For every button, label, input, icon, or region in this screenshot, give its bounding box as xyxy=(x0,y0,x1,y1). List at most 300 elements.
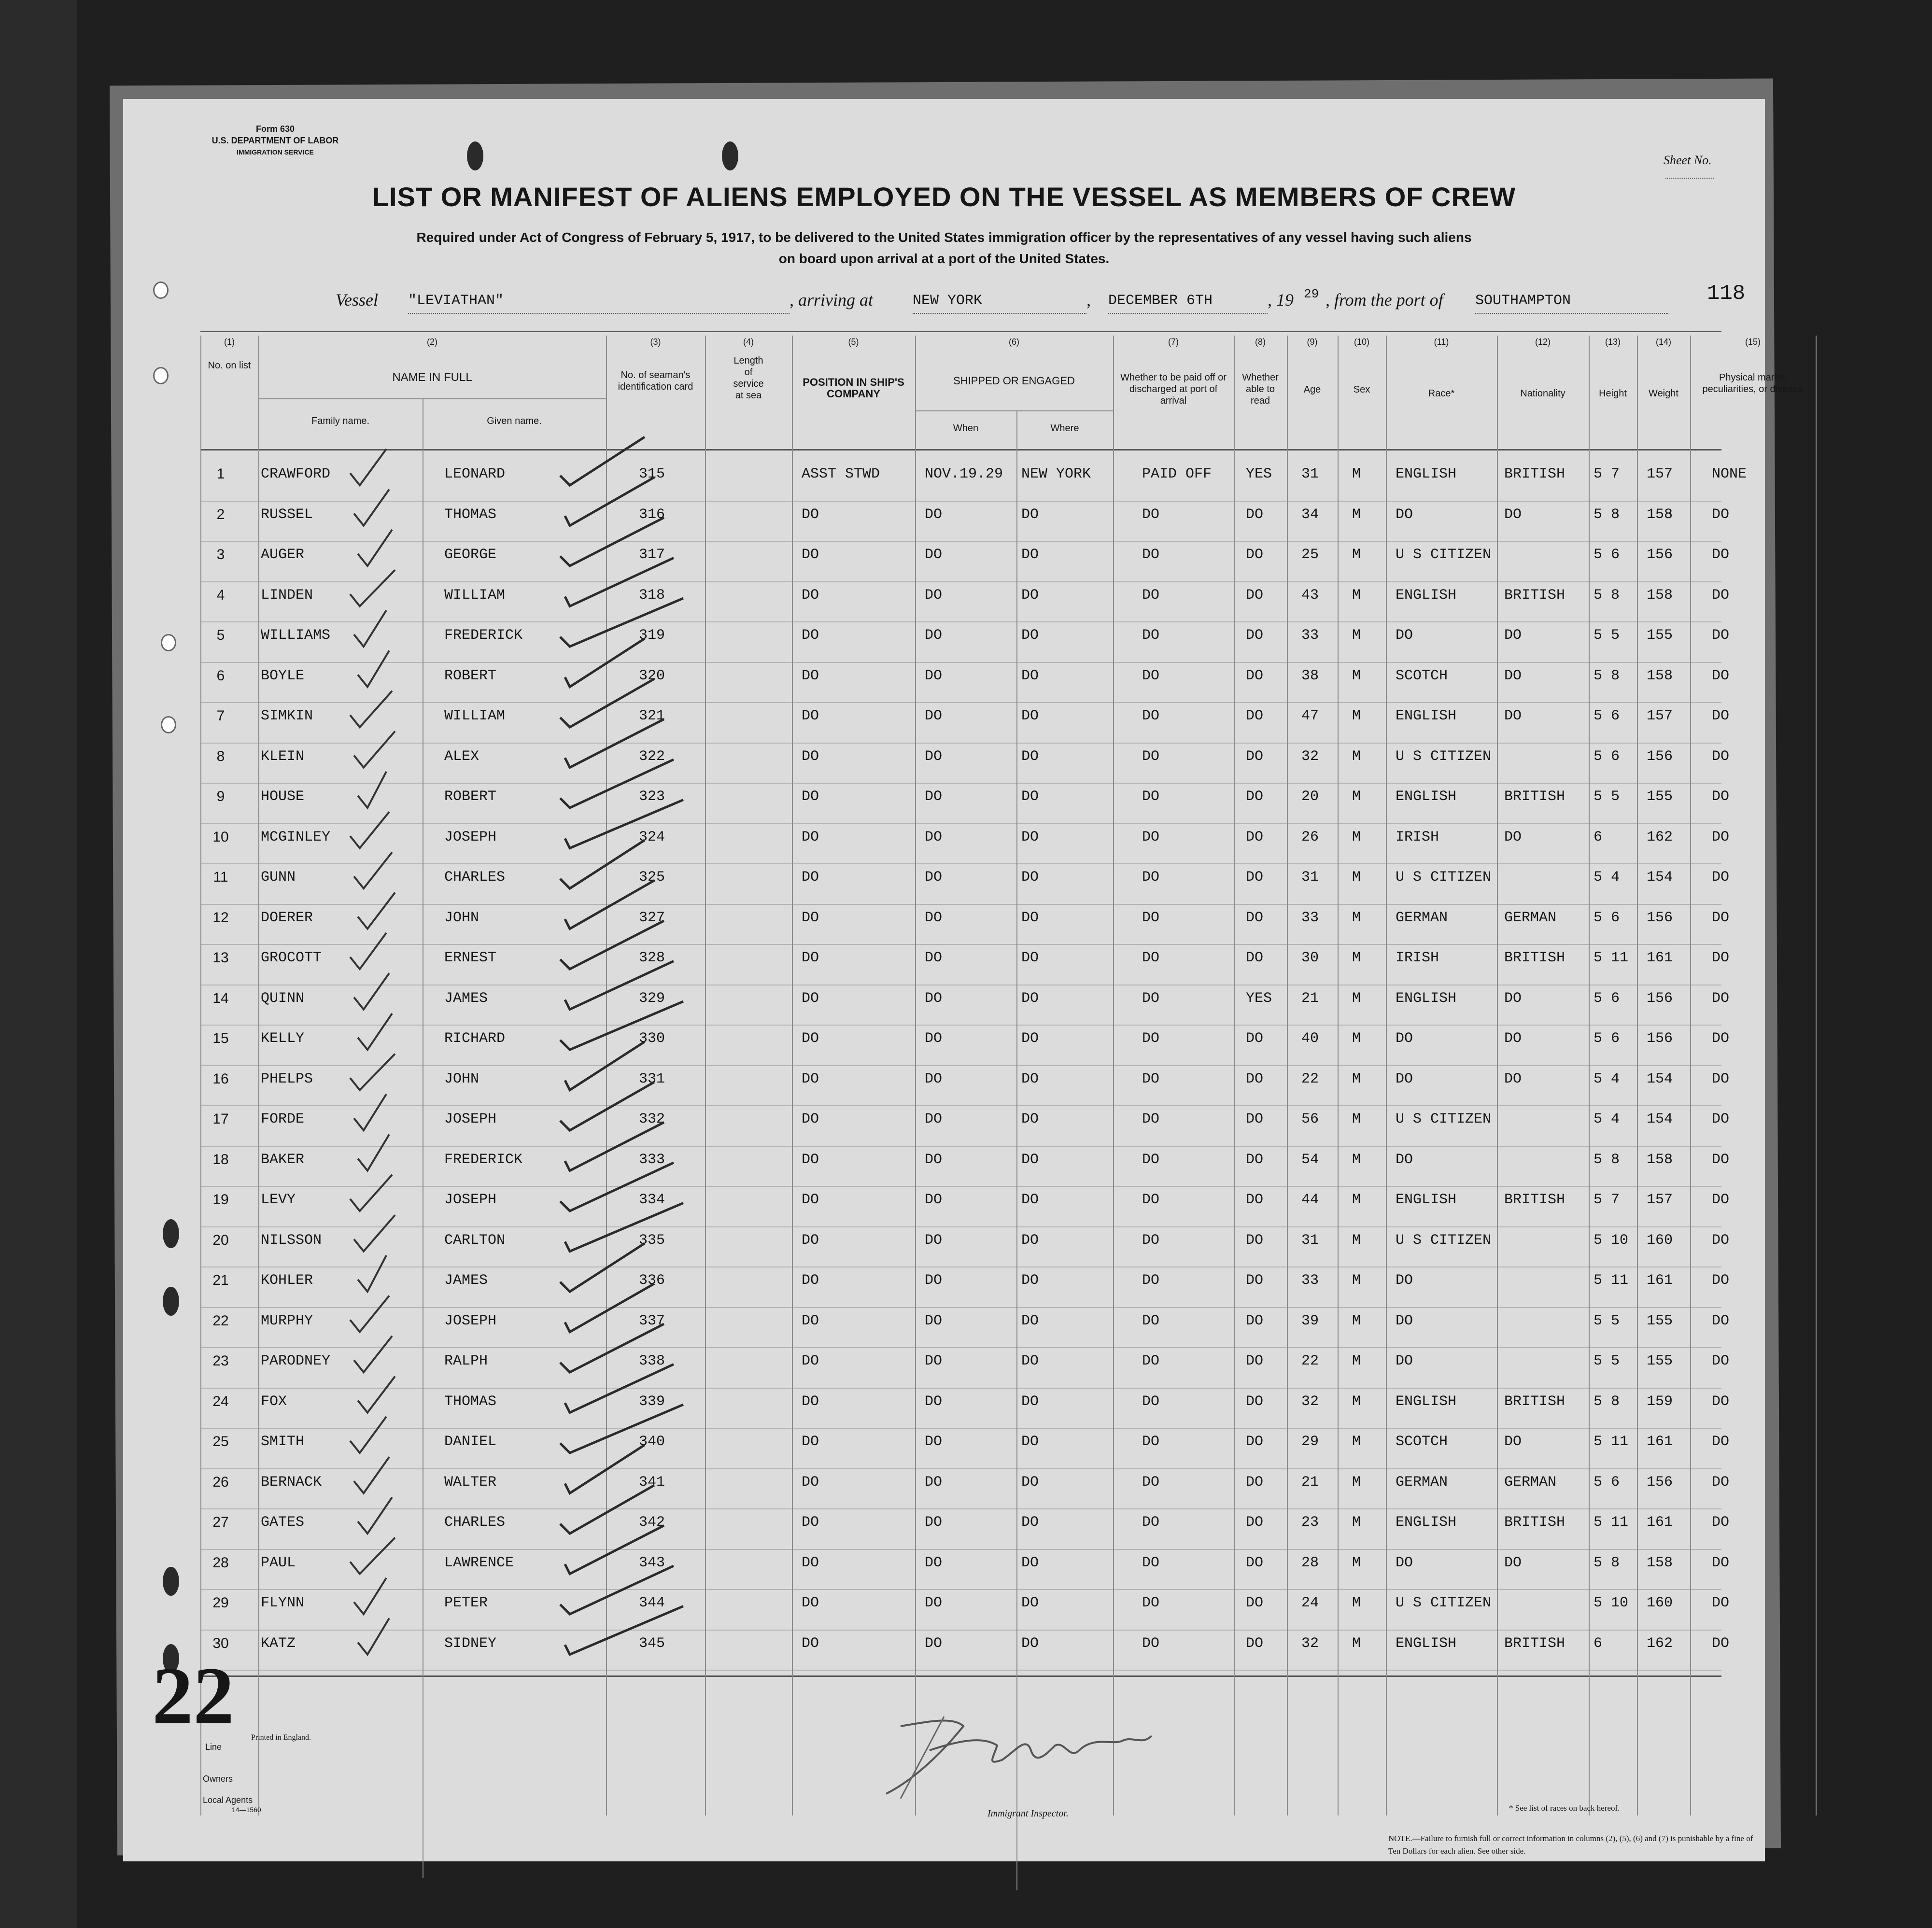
header-weight: Weight xyxy=(1649,388,1678,399)
paid-off-status: DO xyxy=(1142,909,1160,926)
ship-position: DO xyxy=(802,909,819,926)
ship-position: DO xyxy=(802,667,819,684)
weight: 162 xyxy=(1647,829,1673,845)
header-bottom-rule xyxy=(200,449,1721,450)
row-number: 28 xyxy=(212,1554,229,1571)
physical-marks: DO xyxy=(1712,829,1730,845)
family-name: KATZ xyxy=(261,1635,296,1652)
paid-off-status: DO xyxy=(1142,1393,1160,1410)
shipped-where: DO xyxy=(1021,1393,1039,1410)
header-nationality: Nationality xyxy=(1520,388,1565,399)
row-number: 13 xyxy=(212,950,229,966)
race: ENGLISH xyxy=(1396,788,1457,805)
row-number: 6 xyxy=(216,667,225,684)
punch-hole xyxy=(153,367,169,384)
family-checkmark xyxy=(354,1094,386,1130)
given-name: JOSEPH xyxy=(444,1312,497,1329)
age: 21 xyxy=(1301,1474,1319,1491)
nationality: DO xyxy=(1504,627,1522,644)
shipped-when: DO xyxy=(925,788,943,805)
year-suffix: 29 xyxy=(1304,287,1319,301)
family-name: CRAWFORD xyxy=(261,466,331,482)
ship-position: DO xyxy=(802,1514,819,1531)
shipped-where: DO xyxy=(1021,1434,1039,1450)
weight: 162 xyxy=(1647,1635,1673,1652)
shipped-when: DO xyxy=(925,587,943,604)
weight: 156 xyxy=(1647,990,1673,1007)
family-name: WILLIAMS xyxy=(261,627,331,644)
race: DO xyxy=(1396,1312,1413,1329)
ship-position: DO xyxy=(802,1111,819,1127)
nationality: DO xyxy=(1504,1070,1522,1087)
age: 31 xyxy=(1301,869,1319,886)
col-number: (5) xyxy=(848,337,859,347)
column-divider xyxy=(1386,336,1387,1815)
column-divider xyxy=(1016,410,1017,1890)
row-number: 26 xyxy=(212,1474,229,1490)
height: 5 8 xyxy=(1594,1393,1620,1410)
weight: 154 xyxy=(1647,1070,1673,1087)
race: GERMAN xyxy=(1396,909,1448,926)
column-divider xyxy=(1589,336,1590,1815)
sheet-number-label: Sheet No. xyxy=(1664,153,1760,182)
from-port-label: , from the port of xyxy=(1326,290,1443,310)
height: 5 8 xyxy=(1594,587,1620,604)
header-family-name: Family name. xyxy=(311,416,370,426)
header-height: Height xyxy=(1599,388,1627,399)
nationality: DO xyxy=(1504,990,1522,1007)
family-name: DOERER xyxy=(261,909,313,926)
row-number: 23 xyxy=(212,1353,229,1369)
age: 30 xyxy=(1301,950,1319,966)
row-number: 4 xyxy=(216,587,225,603)
shipped-when: DO xyxy=(925,909,943,926)
given-checkmark xyxy=(560,437,645,485)
header-shipped-engaged: SHIPPED OR ENGAGED xyxy=(953,375,1075,387)
weight: 157 xyxy=(1647,1192,1673,1208)
arriving-port: NEW YORK xyxy=(913,293,1086,314)
column-divider xyxy=(1234,336,1235,1815)
column-divider xyxy=(606,336,607,1815)
binder-hole xyxy=(722,141,738,170)
height: 5 6 xyxy=(1594,748,1620,765)
from-port: SOUTHAMPTON xyxy=(1475,293,1668,314)
paid-off-status: DO xyxy=(1142,1635,1160,1652)
column-divider xyxy=(1816,336,1817,1815)
row-rule xyxy=(200,1428,1721,1429)
id-card-number: 325 xyxy=(639,869,665,886)
row-number: 12 xyxy=(212,909,229,926)
ship-position: DO xyxy=(802,547,819,563)
height: 5 11 xyxy=(1594,950,1629,966)
able-to-read: DO xyxy=(1246,1070,1264,1087)
row-rule xyxy=(200,823,1721,824)
row-rule xyxy=(200,621,1721,622)
given-name: JAMES xyxy=(444,990,488,1007)
vessel-name: "LEVIATHAN" xyxy=(408,293,790,314)
nationality: DO xyxy=(1504,667,1522,684)
height: 5 10 xyxy=(1594,1595,1629,1611)
shipped-when: DO xyxy=(925,1434,943,1450)
sex: M xyxy=(1352,1434,1361,1450)
physical-marks: DO xyxy=(1712,506,1730,523)
race: ENGLISH xyxy=(1396,1192,1457,1208)
punch-hole xyxy=(161,716,176,733)
arriving-label: , arriving at xyxy=(790,290,874,310)
shipped-when: DO xyxy=(925,1192,943,1208)
row-number: 10 xyxy=(212,829,229,845)
race: ENGLISH xyxy=(1396,466,1457,482)
able-to-read: DO xyxy=(1246,667,1264,684)
family-checkmark xyxy=(358,1618,389,1655)
nationality: GERMAN xyxy=(1504,909,1557,926)
weight: 160 xyxy=(1647,1595,1673,1611)
row-number: 14 xyxy=(212,990,229,1006)
family-checkmark xyxy=(350,570,395,606)
ship-position: DO xyxy=(802,950,819,966)
weight: 157 xyxy=(1647,466,1673,482)
able-to-read: DO xyxy=(1246,748,1264,765)
family-checkmark xyxy=(354,610,386,647)
signature-scrawl xyxy=(872,1707,1171,1803)
shipped-when: DO xyxy=(925,1393,943,1410)
age: 28 xyxy=(1301,1554,1319,1571)
id-card-number: 320 xyxy=(639,667,665,684)
name-subheader-rule xyxy=(258,398,606,399)
id-card-number: 328 xyxy=(639,950,665,966)
race: IRISH xyxy=(1396,950,1439,966)
sex: M xyxy=(1352,708,1361,724)
physical-marks: DO xyxy=(1712,1353,1730,1369)
header-age: Age xyxy=(1303,384,1321,395)
age: 21 xyxy=(1301,990,1319,1007)
column-divider xyxy=(258,336,259,1815)
shipped-when: DO xyxy=(925,1151,943,1168)
shipped-when: DO xyxy=(925,1635,943,1652)
shipped-when: DO xyxy=(925,506,943,523)
shipped-where: DO xyxy=(1021,829,1039,845)
page-number: 118 xyxy=(1707,281,1746,306)
race: DO xyxy=(1396,1070,1413,1087)
col-number: (15) xyxy=(1745,337,1761,347)
given-checkmark xyxy=(560,840,645,888)
able-to-read: DO xyxy=(1246,1192,1264,1208)
shipped-where: DO xyxy=(1021,1554,1039,1571)
footer-labels xyxy=(203,1731,261,1814)
height: 5 6 xyxy=(1594,1030,1620,1047)
shipped-when: DO xyxy=(925,667,943,684)
id-card-number: 340 xyxy=(639,1434,665,1450)
row-number: 9 xyxy=(216,788,225,804)
family-checkmark xyxy=(358,772,386,808)
weight: 158 xyxy=(1647,587,1673,604)
able-to-read: DO xyxy=(1246,788,1264,805)
col-number: (7) xyxy=(1168,337,1179,347)
sex: M xyxy=(1352,1111,1361,1127)
physical-marks: DO xyxy=(1712,1232,1730,1249)
sex: M xyxy=(1352,1232,1361,1249)
nationality: DO xyxy=(1504,708,1522,724)
weight: 155 xyxy=(1647,627,1673,644)
family-checkmark xyxy=(350,933,386,969)
sex: M xyxy=(1352,1312,1361,1329)
height: 5 7 xyxy=(1594,1192,1620,1208)
paid-off-status: DO xyxy=(1142,788,1160,805)
col-number: (11) xyxy=(1434,337,1449,347)
given-name: WILLIAM xyxy=(444,587,506,604)
id-card-number: 327 xyxy=(639,909,665,926)
able-to-read: DO xyxy=(1246,708,1264,724)
able-to-read: DO xyxy=(1246,1353,1264,1369)
paid-off-status: DO xyxy=(1142,869,1160,886)
row-rule xyxy=(200,1025,1721,1026)
age: 24 xyxy=(1301,1595,1319,1611)
ship-position: DO xyxy=(802,1554,819,1571)
column-divider xyxy=(1497,336,1498,1815)
col-number: (4) xyxy=(743,337,754,347)
paid-off-status: DO xyxy=(1142,1514,1160,1531)
family-checkmark xyxy=(354,1578,386,1614)
age: 29 xyxy=(1301,1434,1319,1450)
department-name: U.S. DEPARTMENT OF LABOR xyxy=(212,136,339,145)
ship-position: DO xyxy=(802,990,819,1007)
row-number: 21 xyxy=(212,1272,229,1288)
family-name: KOHLER xyxy=(261,1272,313,1289)
age: 22 xyxy=(1301,1070,1319,1087)
given-name: WALTER xyxy=(444,1474,497,1491)
race: U S CITIZEN xyxy=(1396,869,1492,886)
row-number: 8 xyxy=(216,748,225,764)
ship-position: DO xyxy=(802,1151,819,1168)
sex: M xyxy=(1352,1595,1361,1611)
paid-off-status: DO xyxy=(1142,667,1160,684)
column-divider xyxy=(1690,336,1691,1815)
weight: 159 xyxy=(1647,1393,1673,1410)
ship-position: DO xyxy=(802,1595,819,1611)
shipped-when: DO xyxy=(925,1312,943,1329)
physical-marks: DO xyxy=(1712,990,1730,1007)
footer-local-agents-label: Local Agents xyxy=(203,1795,253,1805)
physical-marks: DO xyxy=(1712,667,1730,684)
row-rule xyxy=(200,783,1721,784)
col-number: (8) xyxy=(1255,337,1266,347)
shipped-where: DO xyxy=(1021,1070,1039,1087)
physical-marks: DO xyxy=(1712,547,1730,563)
physical-marks: DO xyxy=(1712,1030,1730,1047)
able-to-read: DO xyxy=(1246,587,1264,604)
physical-marks: DO xyxy=(1712,1434,1730,1450)
id-card-number: 321 xyxy=(639,708,665,724)
weight: 154 xyxy=(1647,869,1673,886)
sex: M xyxy=(1352,1554,1361,1571)
weight: 156 xyxy=(1647,748,1673,765)
shipped-where: DO xyxy=(1021,748,1039,765)
id-card-number: 318 xyxy=(639,587,665,604)
shipped-where: DO xyxy=(1021,1111,1039,1127)
shipped-when: DO xyxy=(925,1070,943,1087)
id-card-number: 335 xyxy=(639,1232,665,1249)
able-to-read: DO xyxy=(1246,950,1264,966)
able-to-read: YES xyxy=(1246,466,1272,482)
header-able-to-read: Whether able to read xyxy=(1242,372,1279,406)
paid-off-status: DO xyxy=(1142,829,1160,845)
weight: 161 xyxy=(1647,950,1673,966)
form-reference xyxy=(196,123,355,158)
id-card-number: 336 xyxy=(639,1272,665,1289)
sex: M xyxy=(1352,667,1361,684)
paid-off-status: DO xyxy=(1142,506,1160,523)
sex: M xyxy=(1352,1514,1361,1531)
sex: M xyxy=(1352,869,1361,886)
race: DO xyxy=(1396,1272,1413,1289)
header-sex: Sex xyxy=(1353,384,1370,395)
family-name: QUINN xyxy=(261,990,305,1007)
row-rule xyxy=(200,1388,1721,1389)
weight: 156 xyxy=(1647,1030,1673,1047)
age: 40 xyxy=(1301,1030,1319,1047)
able-to-read: DO xyxy=(1246,1393,1264,1410)
family-name: PHELPS xyxy=(261,1070,313,1087)
given-name: RALPH xyxy=(444,1353,488,1369)
height: 5 4 xyxy=(1594,1111,1620,1127)
header-when: When xyxy=(953,423,979,434)
family-name: MCGINLEY xyxy=(261,829,331,845)
binder-hole xyxy=(163,1219,179,1248)
family-checkmark xyxy=(354,973,389,1010)
immigrant-inspector-label: Immigrant Inspector. xyxy=(987,1808,1069,1819)
document-subtitle xyxy=(340,227,1548,269)
sheet-stamp-number: 22 xyxy=(152,1650,234,1741)
row-rule xyxy=(200,1670,1721,1671)
race: DO xyxy=(1396,1151,1413,1168)
given-checkmark xyxy=(565,1042,645,1090)
given-name: JOHN xyxy=(444,909,479,926)
race: U S CITIZEN xyxy=(1396,547,1492,563)
paid-off-status: DO xyxy=(1142,950,1160,966)
family-name: GATES xyxy=(261,1514,305,1531)
id-card-number: 343 xyxy=(639,1554,665,1571)
age: 33 xyxy=(1301,1272,1319,1289)
row-number: 5 xyxy=(216,627,225,643)
age: 22 xyxy=(1301,1353,1319,1369)
given-name: GEORGE xyxy=(444,547,497,563)
col-number: (2) xyxy=(427,337,437,347)
family-name: LINDEN xyxy=(261,587,313,604)
age: 25 xyxy=(1301,547,1319,563)
family-checkmark xyxy=(354,1336,392,1372)
shipped-where: DO xyxy=(1021,667,1039,684)
col-number: (13) xyxy=(1605,337,1621,347)
paid-off-status: DO xyxy=(1142,547,1160,563)
nationality: DO xyxy=(1504,829,1522,845)
scan-background xyxy=(0,0,77,1928)
shipped-when: DO xyxy=(925,990,943,1007)
family-checkmark xyxy=(358,1255,386,1292)
paid-off-status: DO xyxy=(1142,1232,1160,1249)
id-card-number: 319 xyxy=(639,627,665,644)
family-checkmark xyxy=(350,1538,395,1574)
sex: M xyxy=(1352,466,1361,482)
able-to-read: DO xyxy=(1246,1554,1264,1571)
paid-off-status: DO xyxy=(1142,1111,1160,1127)
row-number: 16 xyxy=(212,1070,229,1087)
given-name: PETER xyxy=(444,1595,488,1611)
physical-marks: DO xyxy=(1712,1514,1730,1531)
family-name: RUSSEL xyxy=(261,506,313,523)
height: 5 8 xyxy=(1594,506,1620,523)
race: ENGLISH xyxy=(1396,1514,1457,1531)
shipped-where: DO xyxy=(1021,788,1039,805)
race: ENGLISH xyxy=(1396,587,1457,604)
column-divider xyxy=(792,336,793,1815)
age: 20 xyxy=(1301,788,1319,805)
height: 5 5 xyxy=(1594,1312,1620,1329)
physical-marks: DO xyxy=(1712,1635,1730,1652)
id-card-number: 337 xyxy=(639,1312,665,1329)
shipped-where: DO xyxy=(1021,869,1039,886)
header-race: Race* xyxy=(1428,388,1455,399)
physical-marks: DO xyxy=(1712,627,1730,644)
binder-hole xyxy=(467,141,483,170)
id-card-number: 324 xyxy=(639,829,665,845)
family-name: BERNACK xyxy=(261,1474,322,1491)
able-to-read: DO xyxy=(1246,1514,1264,1531)
sex: M xyxy=(1352,587,1361,604)
paid-off-status: DO xyxy=(1142,1192,1160,1208)
col-number: (12) xyxy=(1535,337,1551,347)
row-rule xyxy=(200,1589,1721,1590)
shipped-where: DO xyxy=(1021,627,1039,644)
weight: 160 xyxy=(1647,1232,1673,1249)
shipped-where: DO xyxy=(1021,1353,1039,1369)
physical-marks: DO xyxy=(1712,1474,1730,1491)
row-rule xyxy=(200,904,1721,905)
height: 5 7 xyxy=(1594,466,1620,482)
row-number: 7 xyxy=(216,708,225,724)
row-number: 3 xyxy=(216,547,225,563)
header-position: POSITION IN SHIP'S COMPANY xyxy=(803,376,904,400)
height: 5 10 xyxy=(1594,1232,1629,1249)
given-name: SIDNEY xyxy=(444,1635,497,1652)
race: SCOTCH xyxy=(1396,667,1448,684)
given-checkmark xyxy=(565,1203,683,1252)
height: 5 4 xyxy=(1594,869,1620,886)
ship-position: DO xyxy=(802,1192,819,1208)
col-number: (1) xyxy=(224,337,235,347)
shipped-when: DO xyxy=(925,1030,943,1047)
height: 5 5 xyxy=(1594,1353,1620,1369)
ship-position: DO xyxy=(802,1635,819,1652)
given-name: LAWRENCE xyxy=(444,1554,514,1571)
family-checkmark xyxy=(350,449,386,485)
ship-position: ASST STWD xyxy=(802,466,880,482)
age: 56 xyxy=(1301,1111,1319,1127)
able-to-read: DO xyxy=(1246,869,1264,886)
paid-off-status: DO xyxy=(1142,708,1160,724)
header-physical-marks: Physical marks, peculiarities, or disease xyxy=(1702,372,1804,394)
family-checkmark xyxy=(358,1377,395,1413)
race: IRISH xyxy=(1396,829,1439,845)
given-name: JOHN xyxy=(444,1070,479,1087)
shipped-where: DO xyxy=(1021,708,1039,724)
height: 5 6 xyxy=(1594,1474,1620,1491)
age: 23 xyxy=(1301,1514,1319,1531)
weight: 158 xyxy=(1647,1151,1673,1168)
family-checkmark xyxy=(350,1175,392,1211)
shipped-where: NEW YORK xyxy=(1021,466,1091,482)
family-name: PAUL xyxy=(261,1554,296,1571)
able-to-read: DO xyxy=(1246,1272,1264,1289)
